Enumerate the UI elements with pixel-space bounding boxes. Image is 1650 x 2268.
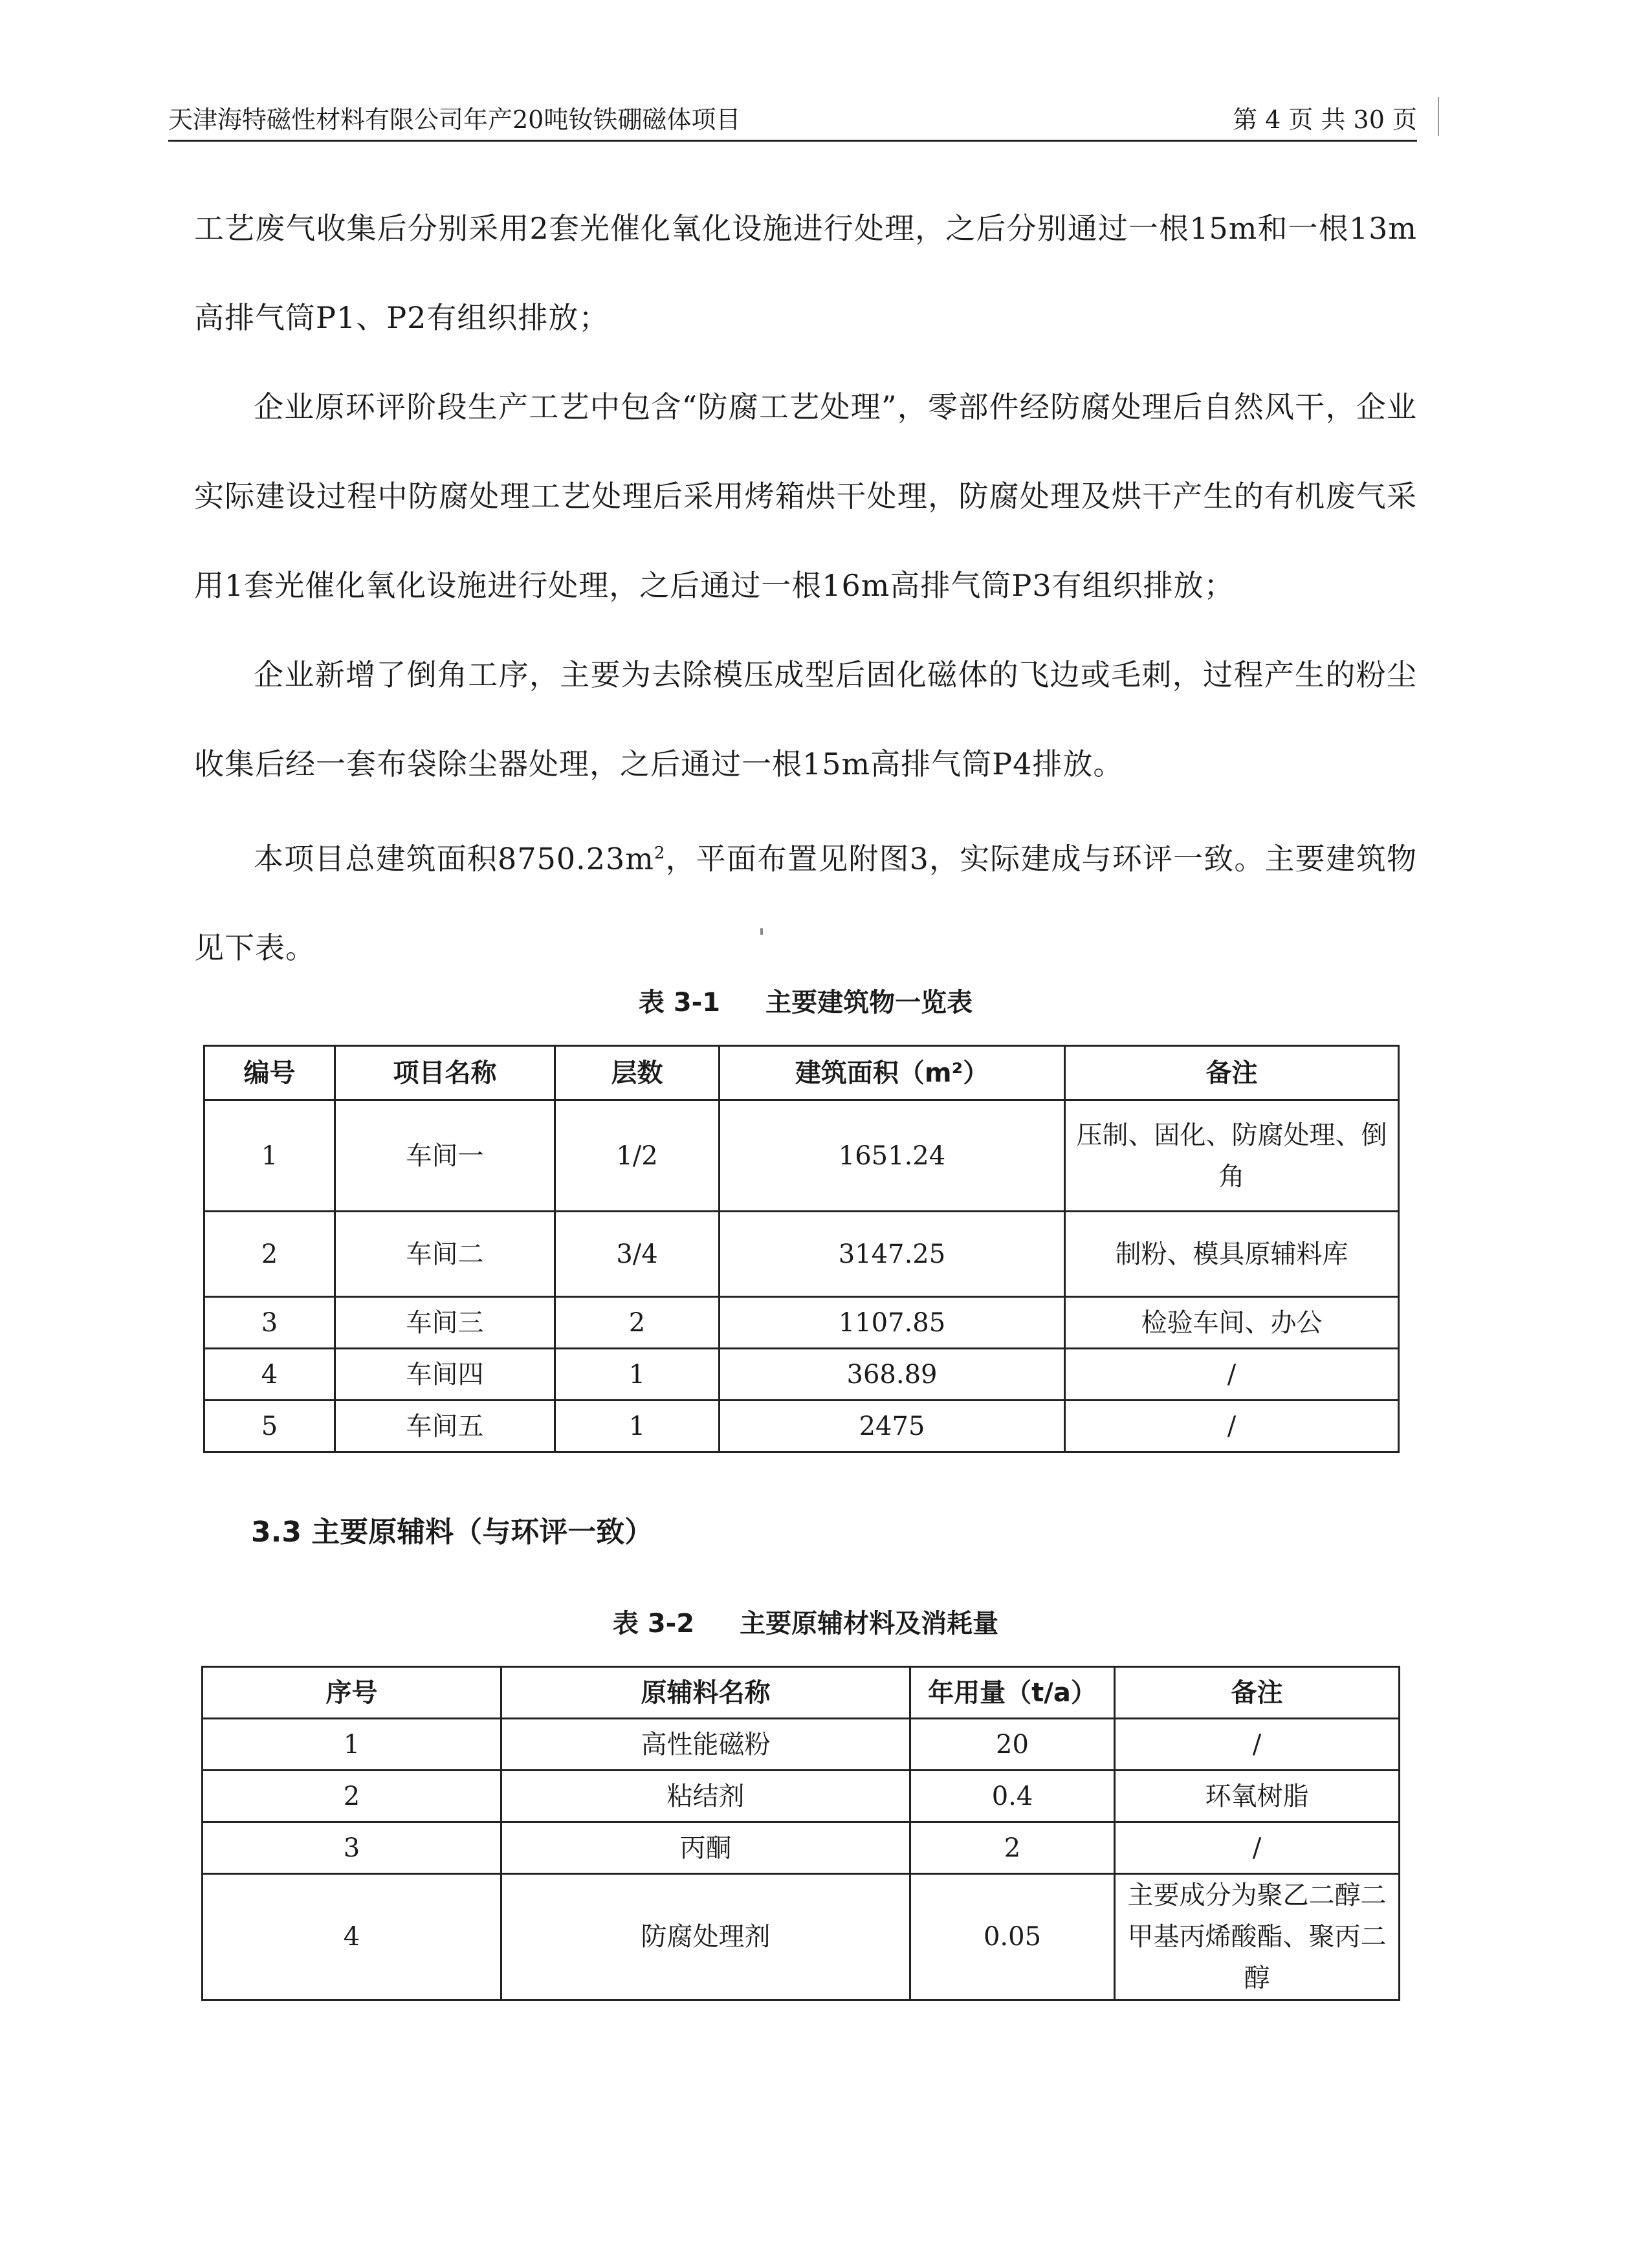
table-cell: 5	[204, 1401, 335, 1452]
paragraph-2: 企业原环评阶段生产工艺中包含“防腐工艺处理”，零部件经防腐处理后自然风干，企业实际建设过程中防腐处理工艺处理后采用烤箱烘干处理，防腐处理及烘干产生的有机废气采用1套光催化氧化设施进行处理，之后通过一根16m高排气筒P3有组织排放；	[194, 389, 1417, 603]
paragraph-4-part-b: ，平面布置见附图3，实际建成与环评一致。主要建筑物见下表。	[194, 841, 1417, 966]
document-title: 天津海特磁性材料有限公司年产20吨钕铁硼磁体项目	[168, 105, 741, 134]
materials-table	[201, 1666, 1400, 2001]
table-cell: 环氧树脂	[1115, 1771, 1400, 1822]
table-cell: 车间二	[335, 1212, 555, 1297]
table-header-row	[203, 1667, 1400, 1719]
table-row	[204, 1212, 1399, 1297]
table-cell: 2	[204, 1212, 335, 1297]
header-cell: 项目名称	[335, 1046, 555, 1100]
table-cell: 防腐处理剂	[501, 1874, 910, 2000]
table-row	[203, 1719, 1400, 1771]
table-cell: 2	[555, 1297, 720, 1349]
scan-speck	[760, 928, 763, 935]
table-cell: 主要成分为聚乙二醇二甲基丙烯酸酯、聚丙二醇	[1115, 1874, 1400, 2000]
table-cell: 20	[910, 1719, 1115, 1771]
buildings-table	[203, 1045, 1400, 1453]
header-cell: 备注	[1115, 1667, 1400, 1719]
table-row	[204, 1401, 1399, 1452]
table-row	[203, 1874, 1400, 2000]
table-cell: 车间四	[335, 1349, 555, 1401]
table-cell: 1651.24	[720, 1100, 1065, 1212]
table2-caption-title: 主要原辅材料及消耗量	[740, 1609, 999, 1639]
table-row	[204, 1297, 1399, 1349]
table-cell: 2475	[720, 1401, 1065, 1452]
table-cell: /	[1065, 1349, 1399, 1401]
body-text	[194, 184, 1417, 992]
paragraph-4-part-a: 本项目总建筑面积8750.23m	[254, 841, 654, 877]
header-cell: 原辅料名称	[501, 1667, 910, 1719]
table-header-row	[204, 1046, 1399, 1100]
table1-caption-number: 表 3-1	[638, 988, 721, 1018]
table-cell: 3/4	[555, 1212, 720, 1297]
table-cell: 1	[203, 1719, 501, 1771]
table-cell: /	[1065, 1401, 1399, 1452]
table-row	[204, 1100, 1399, 1212]
header-rule	[168, 140, 1417, 142]
table-cell: 3	[204, 1297, 335, 1349]
table-cell: 丙酮	[501, 1822, 910, 1874]
table-cell: /	[1115, 1719, 1400, 1771]
table-cell: 车间一	[335, 1100, 555, 1212]
table1-caption	[194, 982, 1417, 1019]
margin-mark	[1438, 97, 1439, 136]
header-cell: 编号	[204, 1046, 335, 1100]
table-cell: 0.4	[910, 1771, 1115, 1822]
table-cell: 压制、固化、防腐处理、倒角	[1065, 1100, 1399, 1212]
header-cell: 层数	[555, 1046, 720, 1100]
table2-caption	[194, 1603, 1417, 1640]
table-cell: /	[1115, 1822, 1400, 1874]
table-cell: 车间三	[335, 1297, 555, 1349]
table-cell: 1/2	[555, 1100, 720, 1212]
table-cell: 粘结剂	[501, 1771, 910, 1822]
table-cell: 4	[204, 1349, 335, 1401]
table-cell: 检验车间、办公	[1065, 1297, 1399, 1349]
table-cell: 1	[555, 1401, 720, 1452]
table-row	[203, 1771, 1400, 1822]
page-header	[168, 97, 1417, 142]
header-cell: 备注	[1065, 1046, 1399, 1100]
paragraph-3: 企业新增了倒角工序，主要为去除模压成型后固化磁体的飞边或毛刺，过程产生的粉尘收集后经一套布袋除尘器处理，之后通过一根15m高排气筒P4排放。	[194, 657, 1417, 781]
page-number: 第 4 页 共 30 页	[1233, 105, 1417, 134]
table-cell: 3147.25	[720, 1212, 1065, 1297]
table-cell: 4	[203, 1874, 501, 2000]
table-cell: 2	[910, 1822, 1115, 1874]
superscript: 2	[654, 844, 666, 863]
table-cell: 0.05	[910, 1874, 1115, 2000]
table2-caption-number: 表 3-2	[612, 1609, 695, 1639]
header-cell: 序号	[203, 1667, 501, 1719]
paragraph-1: 工艺废气收集后分别采用2套光催化氧化设施进行处理，之后分别通过一根15m和一根13m高排气筒P1、P2有组织排放；	[194, 211, 1417, 335]
table-row	[203, 1822, 1400, 1874]
table1-caption-title: 主要建筑物一览表	[765, 988, 973, 1018]
table-cell: 车间五	[335, 1401, 555, 1452]
table-cell: 3	[203, 1822, 501, 1874]
section-heading: 3.3 主要原辅料（与环评一致）	[251, 1516, 654, 1549]
table-cell: 368.89	[720, 1349, 1065, 1401]
table-cell: 1107.85	[720, 1297, 1065, 1349]
header-cell: 建筑面积（m²）	[720, 1046, 1065, 1100]
table-cell: 2	[203, 1771, 501, 1822]
table-cell: 1	[555, 1349, 720, 1401]
table-cell: 高性能磁粉	[501, 1719, 910, 1771]
header-cell: 年用量（t/a）	[910, 1667, 1115, 1719]
table-cell: 1	[204, 1100, 335, 1212]
table-row	[204, 1349, 1399, 1401]
paragraph-4	[194, 809, 1417, 992]
table-cell: 制粉、模具原辅料库	[1065, 1212, 1399, 1297]
